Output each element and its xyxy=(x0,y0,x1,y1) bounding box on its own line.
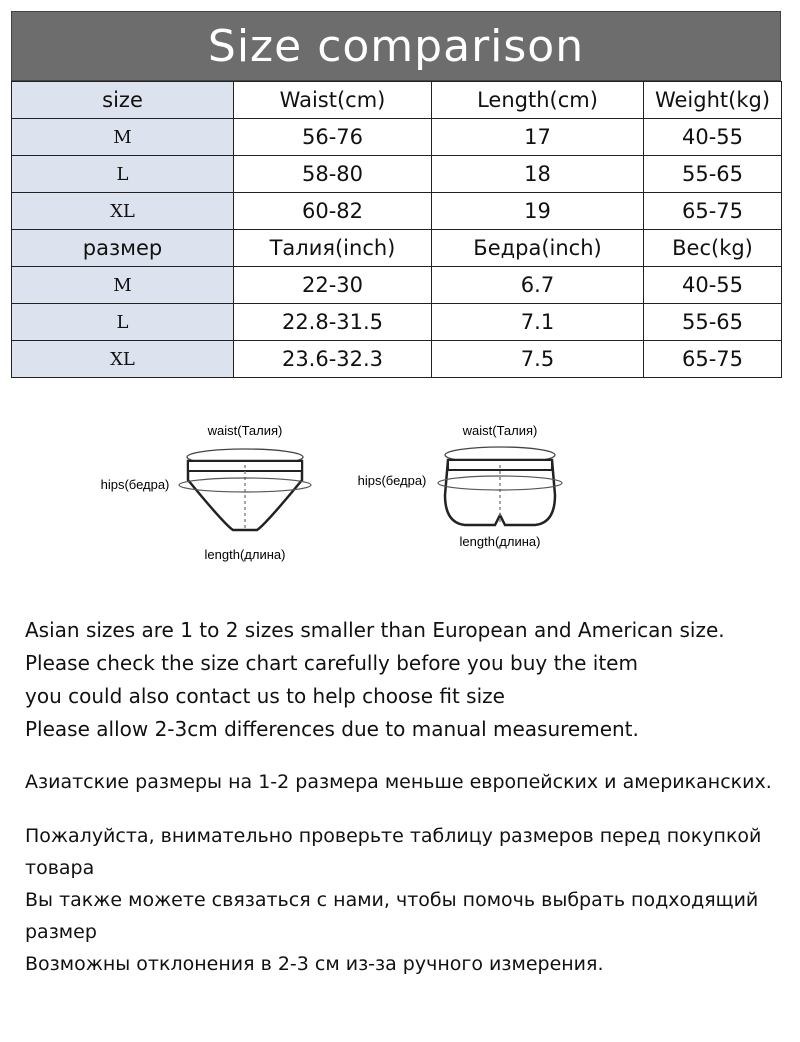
russian-notes xyxy=(25,820,795,980)
chart-title: Size comparison xyxy=(11,11,781,81)
header-length-cm: Length(cm) xyxy=(432,82,644,119)
table-row xyxy=(12,341,782,378)
size-label: M xyxy=(12,119,234,156)
length-value: 18 xyxy=(432,156,644,193)
weight-value: 65-75 xyxy=(644,341,782,378)
size-label: L xyxy=(12,156,234,193)
header-hips-inch: Бедра(inch) xyxy=(432,230,644,267)
hips-value: 6.7 xyxy=(432,267,644,304)
size-label: L xyxy=(12,304,234,341)
length-label: length(длина) xyxy=(204,547,286,562)
length-value: 19 xyxy=(432,193,644,230)
waist-value: 56-76 xyxy=(234,119,432,156)
briefs-measurement-diagram xyxy=(85,405,325,570)
note-line: Пожалуйста, внимательно проверьте таблицу размеров перед покупкой товара xyxy=(25,825,762,879)
weight-value: 55-65 xyxy=(644,156,782,193)
note-line: Please check the size chart carefully before you buy the item xyxy=(25,651,638,675)
waist-value: 23.6-32.3 xyxy=(234,341,432,378)
hips-value: 7.1 xyxy=(432,304,644,341)
waist-label: waist(Талия) xyxy=(462,423,538,438)
header-row-inch xyxy=(12,230,782,267)
briefs-illustration xyxy=(85,405,325,570)
size-grid xyxy=(11,81,782,378)
hips-label: hips(бедра) xyxy=(100,477,170,492)
table-row xyxy=(12,156,782,193)
table-row xyxy=(12,304,782,341)
note-line: Вы также можете связаться с нами, чтобы помочь выбрать подходящий размер xyxy=(25,889,759,943)
russian-note-1 xyxy=(25,766,795,798)
note-line: Азиатские размеры на 1-2 размера меньше европейских и американских. xyxy=(25,771,772,793)
note-line: Please allow 2-3cm differences due to manual measurement. xyxy=(25,717,639,741)
size-label: XL xyxy=(12,193,234,230)
weight-value: 55-65 xyxy=(644,304,782,341)
size-label: M xyxy=(12,267,234,304)
waist-value: 60-82 xyxy=(234,193,432,230)
weight-value: 65-75 xyxy=(644,193,782,230)
table-row xyxy=(12,193,782,230)
waist-value: 22.8-31.5 xyxy=(234,304,432,341)
header-waist-cm: Waist(cm) xyxy=(234,82,432,119)
english-notes xyxy=(25,614,725,746)
table-row xyxy=(12,267,782,304)
size-label: XL xyxy=(12,341,234,378)
waist-value: 58-80 xyxy=(234,156,432,193)
hips-value: 7.5 xyxy=(432,341,644,378)
header-weight-kg: Weight(kg) xyxy=(644,82,782,119)
waist-label: waist(Талия) xyxy=(207,423,283,438)
header-size-ru: размер xyxy=(12,230,234,267)
header-row-cm xyxy=(12,82,782,119)
weight-value: 40-55 xyxy=(644,267,782,304)
header-size: size xyxy=(12,82,234,119)
boxer-illustration xyxy=(345,405,585,570)
waist-value: 22-30 xyxy=(234,267,432,304)
table-row xyxy=(12,119,782,156)
length-label: length(длина) xyxy=(459,534,541,549)
header-waist-inch: Талия(inch) xyxy=(234,230,432,267)
note-line: Возможны отклонения в 2-3 см из-за ручного измерения. xyxy=(25,953,604,975)
weight-value: 40-55 xyxy=(644,119,782,156)
boxer-measurement-diagram xyxy=(345,405,585,570)
note-line: Asian sizes are 1 to 2 sizes smaller than European and American size. xyxy=(25,618,725,642)
hips-label: hips(бедра) xyxy=(357,473,427,488)
note-line: you could also contact us to help choose fit size xyxy=(25,684,505,708)
header-weight-kg-ru: Вес(kg) xyxy=(644,230,782,267)
size-chart-table xyxy=(11,11,781,378)
length-value: 17 xyxy=(432,119,644,156)
